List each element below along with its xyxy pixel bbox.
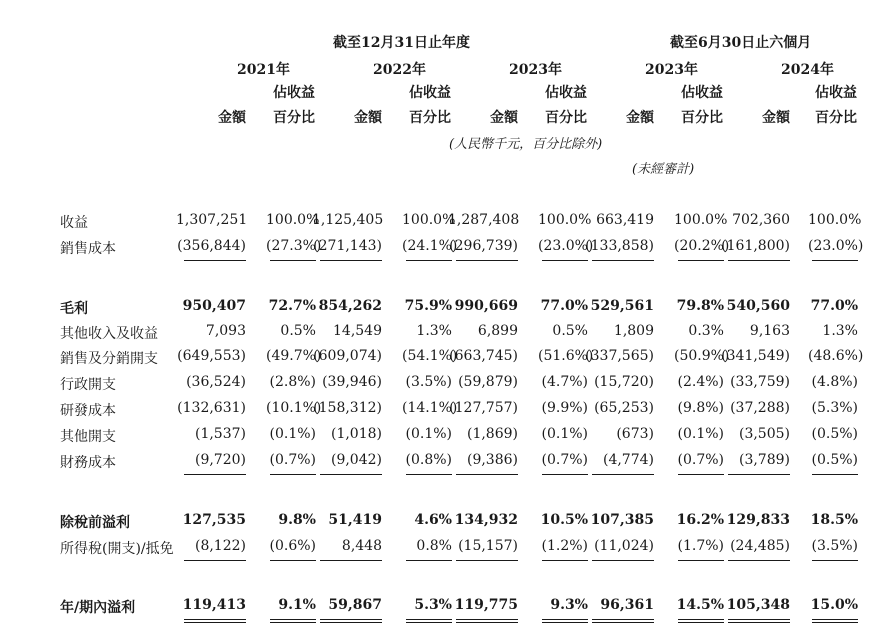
amount-column-header: 金額 bbox=[354, 110, 382, 126]
double-underline-rule bbox=[456, 619, 518, 623]
underline-rule bbox=[456, 560, 518, 561]
percentage-cell: 100.0% bbox=[402, 212, 456, 228]
amount-cell: (1,018) bbox=[330, 426, 382, 442]
underline-rule bbox=[728, 560, 790, 561]
percentage-cell: 15.0% bbox=[810, 597, 858, 613]
amount-cell: (4,774) bbox=[602, 452, 654, 468]
percentage-cell: (0.6%) bbox=[269, 538, 316, 554]
percentage-cell: (1.7%) bbox=[677, 538, 724, 554]
double-underline-rule bbox=[592, 619, 654, 623]
amount-cell: (59,879) bbox=[458, 374, 518, 390]
percentage-cell: (9.8%) bbox=[677, 400, 724, 416]
double-underline-rule bbox=[270, 619, 316, 623]
amount-cell: 105,348 bbox=[726, 597, 790, 613]
year-header-2024-half: 2024年 bbox=[781, 62, 834, 78]
amount-cell: (1,869) bbox=[466, 426, 518, 442]
underline-rule bbox=[678, 560, 724, 561]
row-label: 財務成本 bbox=[60, 455, 116, 471]
underline-rule bbox=[270, 260, 316, 261]
amount-cell: 9,163 bbox=[749, 323, 790, 339]
underline-rule bbox=[812, 474, 858, 475]
percentage-cell: (3.5%) bbox=[811, 538, 858, 554]
percentage-cell: 1.3% bbox=[822, 323, 858, 339]
amount-cell: 1,809 bbox=[613, 323, 654, 339]
amount-cell: (37,288) bbox=[730, 400, 790, 416]
percentage-cell: 72.7% bbox=[268, 298, 316, 314]
pct-column-header-line2: 百分比 bbox=[273, 110, 315, 126]
amount-cell: (11,024) bbox=[594, 538, 654, 554]
percentage-cell: 10.5% bbox=[540, 512, 588, 528]
amount-cell: 663,419 bbox=[596, 212, 654, 228]
percentage-cell: (23.0%) bbox=[538, 238, 594, 254]
percentage-cell: (54.1%) bbox=[402, 348, 458, 364]
amount-column-header: 金額 bbox=[626, 110, 654, 126]
year-header-2021: 2021年 bbox=[237, 62, 290, 78]
percentage-cell: 0.3% bbox=[688, 323, 724, 339]
amount-cell: (65,253) bbox=[594, 400, 654, 416]
percentage-cell: 77.0% bbox=[540, 298, 588, 314]
row-label: 所得稅(開支)/抵免 bbox=[60, 541, 174, 557]
underline-rule bbox=[542, 560, 588, 561]
percentage-cell: (0.1%) bbox=[269, 426, 316, 442]
underline-rule bbox=[812, 260, 858, 261]
pct-column-header-line2: 百分比 bbox=[409, 110, 451, 126]
percentage-cell: (0.7%) bbox=[269, 452, 316, 468]
underline-rule bbox=[542, 474, 588, 475]
underline-rule bbox=[320, 260, 382, 261]
percentage-cell: (0.5%) bbox=[811, 426, 858, 442]
row-label: 除稅前溢利 bbox=[60, 515, 130, 531]
amount-cell: 14,549 bbox=[333, 323, 382, 339]
amount-cell: (673) bbox=[616, 426, 654, 442]
amount-cell: (356,844) bbox=[177, 238, 246, 254]
underline-rule bbox=[812, 560, 858, 561]
underline-rule bbox=[592, 260, 654, 261]
percentage-cell: 0.8% bbox=[416, 538, 452, 554]
amount-cell: (341,549) bbox=[721, 348, 790, 364]
amount-cell: 950,407 bbox=[182, 298, 246, 314]
amount-cell: (9,042) bbox=[330, 452, 382, 468]
underline-rule bbox=[406, 260, 452, 261]
percentage-cell: 18.5% bbox=[810, 512, 858, 528]
underline-rule bbox=[678, 260, 724, 261]
percentage-cell: (0.1%) bbox=[405, 426, 452, 442]
percentage-cell: 79.8% bbox=[676, 298, 724, 314]
pct-column-header-line1: 佔收益 bbox=[545, 85, 587, 101]
percentage-cell: 75.9% bbox=[404, 298, 452, 314]
percentage-cell: 100.0% bbox=[538, 212, 592, 228]
amount-cell: (663,745) bbox=[449, 348, 518, 364]
amount-cell: 702,360 bbox=[732, 212, 790, 228]
amount-cell: (127,757) bbox=[449, 400, 518, 416]
period-full-year-header: 截至12月31日止年度 bbox=[333, 35, 470, 51]
amount-cell: (24,485) bbox=[730, 538, 790, 554]
double-underline-rule bbox=[406, 619, 452, 623]
amount-cell: (9,386) bbox=[466, 452, 518, 468]
amount-cell: (133,858) bbox=[585, 238, 654, 254]
percentage-cell: 4.6% bbox=[414, 512, 452, 528]
double-underline-rule bbox=[728, 619, 790, 623]
underline-rule bbox=[592, 560, 654, 561]
underline-rule bbox=[456, 260, 518, 261]
percentage-cell: 100.0% bbox=[266, 212, 320, 228]
unaudited-note: (未經審計) bbox=[632, 162, 695, 177]
underline-rule bbox=[270, 560, 316, 561]
underline-rule bbox=[320, 474, 382, 475]
amount-cell: 540,560 bbox=[726, 298, 790, 314]
amount-column-header: 金額 bbox=[218, 110, 246, 126]
amount-cell: (15,157) bbox=[458, 538, 518, 554]
percentage-cell: 100.0% bbox=[808, 212, 862, 228]
pct-column-header-line2: 百分比 bbox=[545, 110, 587, 126]
amount-cell: 529,561 bbox=[590, 298, 654, 314]
amount-cell: (9,720) bbox=[194, 452, 246, 468]
pct-column-header-line1: 佔收益 bbox=[815, 85, 857, 101]
amount-column-header: 金額 bbox=[762, 110, 790, 126]
percentage-cell: (27.3%) bbox=[266, 238, 322, 254]
underline-rule bbox=[184, 260, 246, 261]
amount-cell: 6,899 bbox=[477, 323, 518, 339]
percentage-cell: (4.7%) bbox=[541, 374, 588, 390]
percentage-cell: (10.1%) bbox=[266, 400, 322, 416]
percentage-cell: (49.7%) bbox=[266, 348, 322, 364]
amount-cell: (1,537) bbox=[194, 426, 246, 442]
underline-rule bbox=[728, 260, 790, 261]
amount-cell: 8,448 bbox=[341, 538, 382, 554]
amount-cell: 7,093 bbox=[205, 323, 246, 339]
amount-cell: 107,385 bbox=[590, 512, 654, 528]
pct-column-header-line2: 百分比 bbox=[815, 110, 857, 126]
percentage-cell: 100.0% bbox=[674, 212, 728, 228]
unit-note: (人民幣千元，百分比除外) bbox=[449, 137, 603, 152]
percentage-cell: 77.0% bbox=[810, 298, 858, 314]
percentage-cell: (50.9%) bbox=[674, 348, 730, 364]
amount-cell: 59,867 bbox=[328, 597, 382, 613]
double-underline-rule bbox=[542, 619, 588, 623]
amount-cell: 127,535 bbox=[182, 512, 246, 528]
percentage-cell: 9.3% bbox=[550, 597, 588, 613]
row-label: 其他開支 bbox=[60, 429, 116, 445]
percentage-cell: (2.8%) bbox=[269, 374, 316, 390]
amount-cell: 990,669 bbox=[454, 298, 518, 314]
double-underline-rule bbox=[678, 619, 724, 623]
amount-column-header: 金額 bbox=[490, 110, 518, 126]
row-label: 年/期內溢利 bbox=[60, 600, 136, 616]
percentage-cell: (9.9%) bbox=[541, 400, 588, 416]
percentage-cell: (0.7%) bbox=[541, 452, 588, 468]
year-header-2023: 2023年 bbox=[509, 62, 562, 78]
amount-cell: 1,287,408 bbox=[448, 212, 520, 228]
amount-cell: 1,125,405 bbox=[312, 212, 384, 228]
amount-cell: (8,122) bbox=[194, 538, 246, 554]
underline-rule bbox=[320, 560, 382, 561]
amount-cell: 134,932 bbox=[454, 512, 518, 528]
underline-rule bbox=[184, 560, 246, 561]
amount-cell: (337,565) bbox=[585, 348, 654, 364]
amount-cell: (158,312) bbox=[313, 400, 382, 416]
pct-column-header-line1: 佔收益 bbox=[273, 85, 315, 101]
period-half-year-header: 截至6月30日止六個月 bbox=[670, 35, 812, 51]
row-label: 行政開支 bbox=[60, 377, 116, 393]
underline-rule bbox=[592, 474, 654, 475]
amount-cell: (3,789) bbox=[738, 452, 790, 468]
percentage-cell: (20.2%) bbox=[674, 238, 730, 254]
amount-cell: 119,775 bbox=[454, 597, 518, 613]
percentage-cell: (0.1%) bbox=[541, 426, 588, 442]
amount-cell: 96,361 bbox=[600, 597, 654, 613]
underline-rule bbox=[456, 474, 518, 475]
percentage-cell: (5.3%) bbox=[811, 400, 858, 416]
amount-cell: (271,143) bbox=[313, 238, 382, 254]
underline-rule bbox=[270, 474, 316, 475]
amount-cell: (649,553) bbox=[177, 348, 246, 364]
amount-cell: 1,307,251 bbox=[176, 212, 248, 228]
double-underline-rule bbox=[320, 619, 382, 623]
pct-column-header-line1: 佔收益 bbox=[681, 85, 723, 101]
amount-cell: 119,413 bbox=[182, 597, 246, 613]
underline-rule bbox=[406, 474, 452, 475]
percentage-cell: (48.6%) bbox=[808, 348, 864, 364]
percentage-cell: (3.5%) bbox=[405, 374, 452, 390]
percentage-cell: 16.2% bbox=[676, 512, 724, 528]
amount-cell: (296,739) bbox=[449, 238, 518, 254]
amount-cell: (3,505) bbox=[738, 426, 790, 442]
row-label: 銷售成本 bbox=[60, 241, 116, 257]
row-label: 其他收入及收益 bbox=[60, 326, 158, 342]
year-header-2022: 2022年 bbox=[373, 62, 426, 78]
percentage-cell: (1.2%) bbox=[541, 538, 588, 554]
percentage-cell: (24.1%) bbox=[402, 238, 458, 254]
underline-rule bbox=[728, 474, 790, 475]
percentage-cell: (0.1%) bbox=[677, 426, 724, 442]
row-label: 銷售及分銷開支 bbox=[60, 351, 158, 367]
percentage-cell: (23.0%) bbox=[808, 238, 864, 254]
double-underline-rule bbox=[184, 619, 246, 623]
amount-cell: (36,524) bbox=[186, 374, 246, 390]
row-label: 研發成本 bbox=[60, 403, 116, 419]
percentage-cell: (0.5%) bbox=[811, 452, 858, 468]
amount-cell: (609,074) bbox=[313, 348, 382, 364]
pct-column-header-line1: 佔收益 bbox=[409, 85, 451, 101]
amount-cell: 129,833 bbox=[726, 512, 790, 528]
amount-cell: (161,800) bbox=[721, 238, 790, 254]
amount-cell: (33,759) bbox=[730, 374, 790, 390]
amount-cell: (39,946) bbox=[322, 374, 382, 390]
amount-cell: (132,631) bbox=[177, 400, 246, 416]
percentage-cell: (0.7%) bbox=[677, 452, 724, 468]
underline-rule bbox=[184, 474, 246, 475]
double-underline-rule bbox=[812, 619, 858, 623]
amount-cell: 51,419 bbox=[328, 512, 382, 528]
amount-cell: 854,262 bbox=[318, 298, 382, 314]
percentage-cell: 9.1% bbox=[278, 597, 316, 613]
underline-rule bbox=[678, 474, 724, 475]
pct-column-header-line2: 百分比 bbox=[681, 110, 723, 126]
percentage-cell: (51.6%) bbox=[538, 348, 594, 364]
year-header-2023-half: 2023年 bbox=[645, 62, 698, 78]
percentage-cell: 0.5% bbox=[552, 323, 588, 339]
row-label: 毛利 bbox=[60, 301, 88, 317]
percentage-cell: 5.3% bbox=[414, 597, 452, 613]
percentage-cell: 9.8% bbox=[278, 512, 316, 528]
percentage-cell: (4.8%) bbox=[811, 374, 858, 390]
percentage-cell: 1.3% bbox=[416, 323, 452, 339]
percentage-cell: 0.5% bbox=[280, 323, 316, 339]
percentage-cell: 14.5% bbox=[676, 597, 724, 613]
underline-rule bbox=[542, 260, 588, 261]
amount-cell: (15,720) bbox=[594, 374, 654, 390]
percentage-cell: (2.4%) bbox=[677, 374, 724, 390]
row-label: 收益 bbox=[60, 215, 88, 231]
percentage-cell: (0.8%) bbox=[405, 452, 452, 468]
underline-rule bbox=[406, 560, 452, 561]
percentage-cell: (14.1%) bbox=[402, 400, 458, 416]
